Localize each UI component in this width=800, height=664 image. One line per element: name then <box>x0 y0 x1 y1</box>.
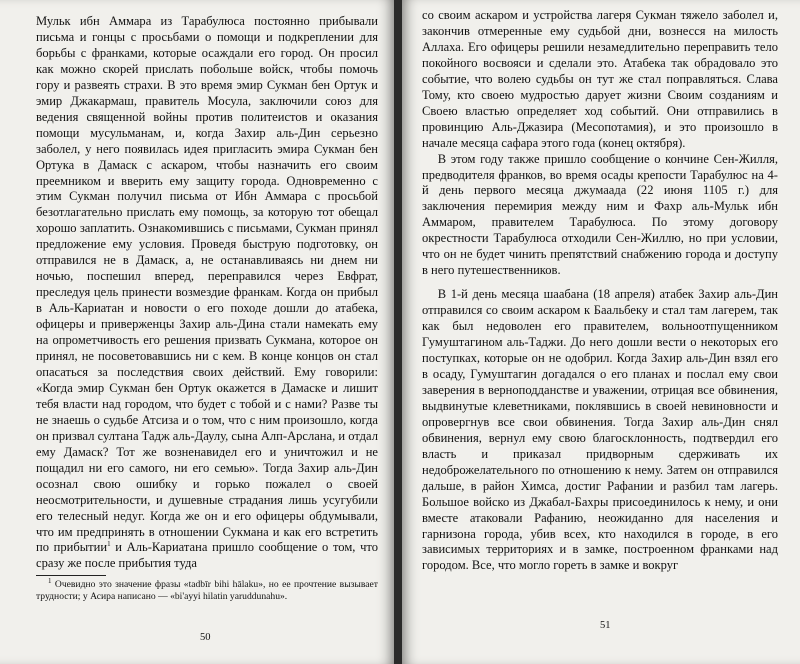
right-page <box>402 0 800 664</box>
body-paragraph: со своим аскаром и устройства лагеря Сукман тяжело заболел и, закончив отмеренные ему судьбой дни, вознесся на милость Аллаха. Его офицеры решили незамедлительно переправить тело покойного восвояси и сделали это. Атабека так обрадовало это событие, что волею судьбы он тут же стал поправляться. Слава Тому, кто своею мудростью дарует жизни Своим созданиям и Своею властью определяет ход событий. Они отправились в провинцию Аль-Джазира (Месопотамия), и это произошло в начале месяца сафара этого года (конец октября). <box>422 8 778 150</box>
body-paragraph: В 1-й день месяца шаабана (18 апреля) атабек Захир аль-Дин отправился со своим аскаром к Баальбеку и стал там лагерем, так как был недоволен его правителем, вольноотпущенником Гумуштагином аль-Таджи. До него дошли вести о некоторых его поступках, которые он не одобрил. Когда Захир аль-Дин взял его в осаду, Гумуштагин догадался о его планах и послал ему свои заверения в верноподданстве и уважении, отрицая все обвинения, выдвинутые клеветниками, поклявшись в своей невиновности и опровергнув все свои обвинения. Тогда Захир аль-Дин снял обвинения, вернул ему свою благосклонность, подтвердил его власть и приказал придворным сдерживать их недоброжелательного по отношению к нему. Затем он отправился дальше, в район Химса, достиг Рафании и разбил там лагерь. Большое войско из Джабал-Бахры присоединилось к нему, и они вместе атаковали Рафанию, неожиданно для населения и гарнизона города, убив всех, кто находился в городе, в его зависимых территориях и в замке, построенном франками над городом. Все, что могло гореть в замке и вокруг <box>422 287 778 573</box>
footnote-marker: 1 <box>107 540 111 549</box>
page-number: 50 <box>200 632 211 643</box>
book-gutter <box>394 0 402 664</box>
footnote-rule <box>36 575 106 576</box>
left-page-text <box>36 14 378 602</box>
left-page <box>0 0 394 664</box>
footnote: $^1$ Очевидно это значение фразы «tadbīr bihi hālaku», но ее прочтение вызывает трудности; у Асира написано — «bi'ayyi hilatin yaruddunahu». <box>36 577 378 602</box>
page-number: 51 <box>600 620 611 631</box>
right-page-text <box>422 8 778 574</box>
body-paragraph: В этом году также пришло сообщение о кончине Сен-Жилля, предводителя франков, во время осады крепости Тарабулюс на 4-й день первого месяца джумаада (22 июня 1105 г.) для заключения перемирия между ним и Фахр аль-Мульк ибн Аммаром, правителем Тарабулюса. По этому договору окрестности Тарабулюса отходили Сен-Жиллю, но при условии, что он не будет чинить препятствий снабжению города и доступу в него путешественников. <box>422 151 778 278</box>
body-paragraph: Мульк ибн Аммара из Тарабулюса постоянно прибывали письма и гонцы с просьбами о помощи и подкреплении для борьбы с франками, которые осаждали его город. Он просил как можно скорей прислать побольше войск, чтобы помочь гору и развеять страхи. В это время эмир Сукман бен Ортук и эмир Джакармаш, правитель Мосула, заключили союз для ведения священной войны против политеистов и оказания помощи мусульманам, и, когда Захир аль-Дин серьезно заболел, у него появилась идея пригласить эмира Сукман бен Ортука в Дамаск с аскаром, чтобы назначить его своим преемником и вверить ему защиту города. Одновременно с этим Сукман получил письма от Ибн Аммара с просьбой безотлагательно прислать ему помощь, за которую тот обещал хорошо заплатить. Ознакомившись с письмами, Сукман принял предложение ему условия. Проведя быструю подготовку, он отправился не в Дамаск, а, не останавливаясь ни днем ни ночью, поспешил вперед, переправился через Евфрат, преследуя цель принести возмездие франкам. Когда он прибыл в Аль-Кариатан и новости о его походе дошли до атабека, офицеры и приверженцы Захир аль-Дина стали намекать ему на опрометчивость его решения призвать Сукмана, которое он принял, не посоветовавшись ни с кем. В конце концов он стал опасаться за последствия своих действий. Ему говорили: «Когда эмир Сукман бен Ортук окажется в Дамаске и лишит тебя власти над городом, что будет с тобой и с нами? Разве ты не знаешь о судьбе Атсиза и о том, что с ним произошло, когда он призвал султана Тадж аль-Даулу, сына Алп-Арслана, и отдал ему Дамаск? Тот же возненавидел его и уничтожил и не пощадил ни его самого, ни его семью». Тогда Захир аль-Дин осознал свою ошибку и горько пожалел о своей неосмотрительности, и душевные страдания лишь усугубили его телесный недуг. Когда же он и его офицеры обдумывали, что им предпринять в отношении Сукмана и как его встретить по прибытии$^1$ и Аль-Кариатана пришло сообщение о том, что сразу же после прибытия туда <box>36 14 378 571</box>
